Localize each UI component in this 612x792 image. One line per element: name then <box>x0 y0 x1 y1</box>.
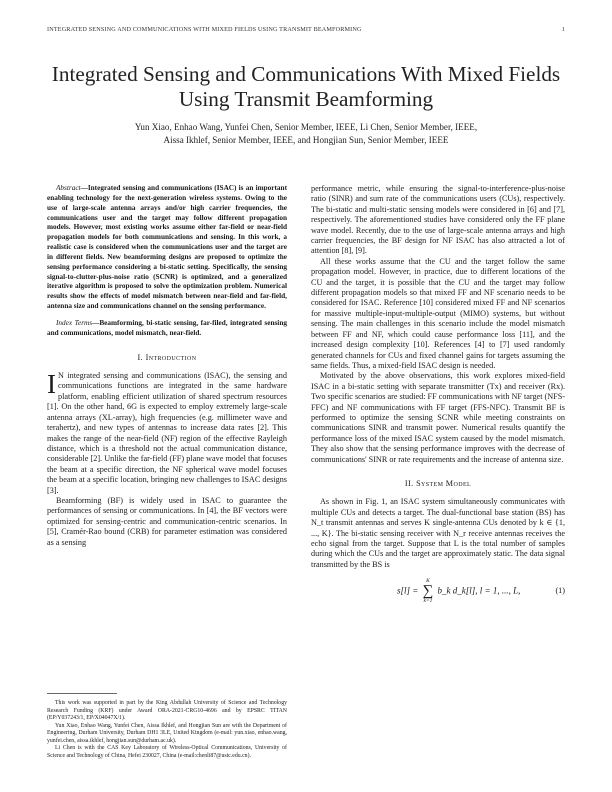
running-header-text: INTEGRATED SENSING AND COMMUNICATIONS WITH MIXED FIELDS USING TRANSMIT BEAMFORMING <box>47 26 362 33</box>
abstract: Abstract—Integrated sensing and communications (ISAC) is an important enabling technology for the next-generation wireless systems. Owing to the use of large-scale antenna arrays and/or high carrier frequencies, the communications user and the target may follow different propagation models. However, most existing works assume either far-field or near-field propagation models for both communications and sensing. In this work, a realistic case is considered when the communications user and the target are in different fields. New beamforming designs are proposed to optimize the sensing performance considering a bi-static setting. Specifically, the sensing signal-to-clutter-plus-noise ratio (SCNR) is optimized, and a generalized iterative algorithm is proposed to solve the optimization problem. Numerical results show the effects of model mismatch between near-field and far-field, antenna size and communications channel on the sensing performance. <box>47 184 287 311</box>
footnote-rule <box>47 693 117 694</box>
index-terms-text: Beamforming, bi-static sensing, far-filed, integrated sensing and communications, model mismatch, near-field. <box>47 318 287 337</box>
footnotes <box>47 700 287 760</box>
section-heading-system-model <box>311 479 565 489</box>
index-terms: Index Terms—Beamforming, bi-static sensing, far-filed, integrated sensing and communications, model mismatch, near-field. <box>47 318 287 337</box>
section-title: Introduction <box>145 352 197 362</box>
footnote-affiliation-ustc: Li Chen is with the CAS Key Laboratory of Wireless-Optical Communications, University of Science and Technology of China, Hefei 230027, China (e-mail:chenli87@ustc.edu.cn). <box>47 745 287 759</box>
intro-paragraph-2: Beamforming (BF) is widely used in ISAC to guarantee the performances of sensing or communications. In [4], the BF vectors were optimized for sensing-centric and communication-centric scenarios. In [5], Cramér-Rao bound (CRB) for parameter estimation was considered as a sensing <box>47 495 287 547</box>
intro-paragraph-1 <box>47 371 287 496</box>
intro-paragraph-3: performance metric, while ensuring the signal-to-interference-plus-noise ratio (SINR) and sum rate of the communications users (CUs), respectively. The bi-static and multi-static sensing models were considered in [6] and [7], respectively. The aforementioned studies have considered only the FF plane wave model. Recently, due to the use of large-scale antenna arrays and high carrier frequencies, the BF design for NF ISAC has also attracted a lot of attention [8], [9]. <box>311 184 565 256</box>
abstract-label: Abstract <box>56 184 81 192</box>
right-column <box>311 184 565 606</box>
paper-title: Integrated Sensing and Communications With Mixed Fields Using Transmit Beamforming <box>51 62 561 111</box>
summation-symbol: K ∑ k=1 <box>422 577 434 604</box>
intro-paragraph-4: All these works assume that the CU and the target follow the same propagation model. However, in practice, due to different locations of the CU and the target, it is possible that the CU and the target may follow different propagation models so that mixed FF and NF scenario needs to be considered for ISAC. Reference [10] considered mixed FF and NF scenarios for massive multiple-input-multiple-output (MIMO) systems, but without sensing. The main challenges in this scenario include the model mismatch between FF and NF, which could cause performance loss [11], and the increased design complexity [10]. References [4] to [7] used randomly generated channels for CUs and fixed channel gains for targets assuming the same fields. Thus, a mixed-field ISAC design is needed. <box>311 256 565 370</box>
running-header <box>47 26 565 33</box>
equation-1 <box>311 576 565 606</box>
drop-cap: I <box>47 369 56 400</box>
equation-lhs: s[l] = <box>397 585 419 596</box>
footnote-funding: This work was supported in part by the King Abdullah University of Science and Technology Research Funding (KRF) under Award ORA-2021-CRG10-4696 and by EPSRC TITAN (EP/Y037243/1, EP/X04047X/1). <box>47 700 287 721</box>
equation-rhs: b_k d_k[l], l = 1, ..., L, <box>437 585 521 596</box>
index-terms-label: Index Terms <box>56 318 93 327</box>
section-number: I. <box>137 352 144 362</box>
intro-paragraph-5: Motivated by the above observations, this work explores mixed-field ISAC in a bi-static setting with separate transmitter (Tx) and receiver (Rx). Two specific scenarios are studied: FF communications with NF target (NFS-FFC) and NF communications with FF target (FFS-NFC). Transmit BF is performed to optimize the sensing SCNR while meeting constraints on communications SINR and transmit power. Numerical results quantify the performance loss of the mixed ISAC system caused by the model mismatch. They also show that the sensing performance improves with the decrease of communications' SINR or rate requirements and the increase of antenna size. <box>311 371 565 464</box>
section-number: II. <box>404 478 414 488</box>
section-title: System Model <box>416 478 472 488</box>
sum-lower-limit: k=1 <box>423 597 433 604</box>
abstract-text: Integrated sensing and communications (ISAC) is an important enabling technology for the next-generation wireless systems. Owing to the use of large-scale antenna arrays and/or high carrier frequencies, the communications user and the target may follow different propagation models. However, most existing works assume either far-field or near-field propagation models for both communications and sensing. In this work, a realistic case is considered when the communications user and the target are in different fields. New beamforming designs are proposed to optimize the sensing performance considering a bi-static setting. Specifically, the sensing signal-to-clutter-plus-noise ratio (SCNR) is optimized, and a generalized iterative algorithm is proposed to solve the optimization problem. Numerical results show the effects of model mismatch between near-field and far-field, antenna size and communications channel on the sensing performance. <box>47 184 287 311</box>
section-heading-introduction <box>47 353 287 363</box>
author-block <box>60 121 552 147</box>
sum-upper-limit: K <box>426 577 430 584</box>
page-number: 1 <box>561 26 565 33</box>
authors-line-2: Aissa Ikhlef, Senior Member, IEEE, and Hongjian Sun, Senior Member, IEEE <box>163 135 449 145</box>
authors-line-1: Yun Xiao, Enhao Wang, Yunfei Chen, Senior Member, IEEE, Li Chen, Senior Member, IEEE, <box>134 122 478 132</box>
equation-expression <box>397 578 520 605</box>
intro-paragraph-1-text: N integrated sensing and communications (ISAC), the sensing and communications functions are integrated in the same hardware platform, enabling efficient utilization of shared spectrum resources [1]. On the other hand, 6G is expected to employ extremely large-scale antenna arrays (XL-array), high frequencies (e.g. millimeter wave and terahertz), and new types of antennas to increase data rates [2]. This makes the range of the near-field (NF) region of the effective Rayleigh distance, which is a threshold not the actual communication distance, considerable [2]. Unlike the far-field (FF) plane wave model that focuses the beam at a specific direction, the NF spherical wave model focuses the beam at a specific location, bringing new challenges to ISAC designs [3]. <box>47 371 287 495</box>
left-column <box>47 184 287 548</box>
system-model-paragraph: As shown in Fig. 1, an ISAC system simultaneously communicates with multiple CUs and detects a target. The dual-functional base station (BS) has N_t transmit antennas and serves K single-antenna CUs denoted by k ∈ {1, ..., K}. The bi-static sensing receiver with N_r receive antennas receives the echo signal from the target. Suppose that L is the total number of samples during which the CUs and the target are approximately static. The data signal transmitted by the BS is <box>311 497 565 569</box>
footnote-affiliation-durham: Yun Xiao, Enhao Wang, Yunfei Chen, Aissa Ikhlef, and Hongjian Sun are with the Department of Engineering, Durham University, Durham DH1 3LE, United Kingdom (e-mail: yun.xiao, enhao.wang, yunfei.chen, aissa.ikhlef, hongjian.sun@durham.ac.uk). <box>47 722 287 744</box>
equation-number: (1) <box>555 586 565 596</box>
